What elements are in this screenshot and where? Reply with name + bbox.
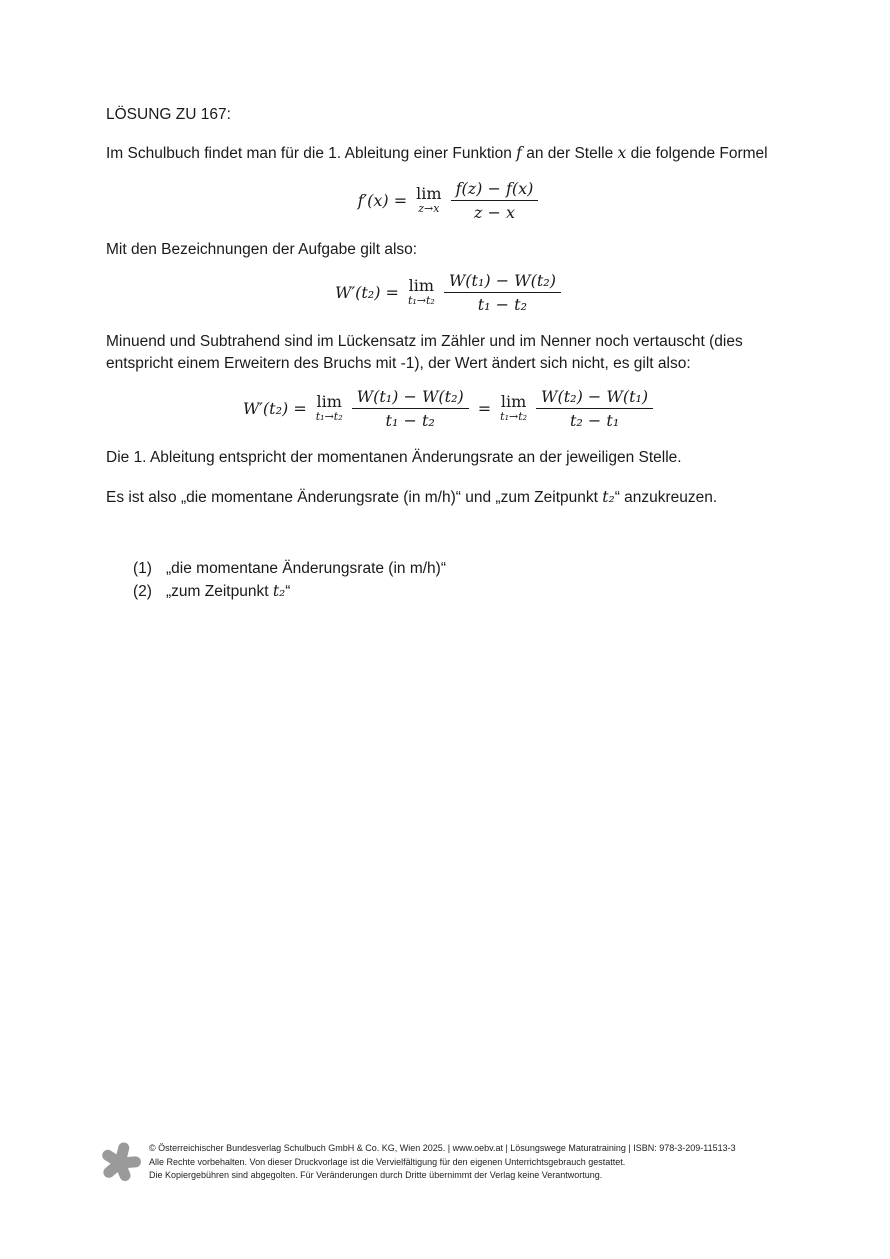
answer-list	[106, 557, 790, 603]
paragraph-minuend-subtrahend: Minuend und Subtrahend sind im Lückensatz im Zähler und im Nenner noch vertauscht (dies entspricht einem Erweitern des Bruchs mit -1), der Wert ändert sich nicht, es gilt also:	[106, 333, 743, 372]
footer-line-liability: Die Kopiergebühren sind abgegolten. Für Veränderungen durch Dritte übernimmt der Verlag keine Verantwortung.	[149, 1170, 603, 1180]
fraction-numerator: f(z) − f(x)	[451, 179, 539, 201]
oebv-asterisk-logo-icon	[100, 1139, 142, 1183]
limit-operator	[316, 394, 343, 422]
footer-line-copyright: © Österreichischer Bundesverlag Schulbuch GmbH & Co. KG, Wien 2025. | www.oebv.at | Lösungswege Maturatraining | ISBN: 978-3-209-11513-3	[149, 1143, 736, 1153]
answer-text-post: “ anzukreuzen.	[614, 489, 718, 506]
formula-derivative-definition	[106, 179, 790, 222]
fraction	[451, 179, 539, 222]
list-item	[133, 580, 790, 603]
paragraph-answer	[106, 486, 790, 509]
intro-text-post: die folgende Formel	[626, 145, 768, 162]
fraction	[444, 271, 561, 314]
list-item	[133, 557, 790, 580]
paragraph-bezeichnungen: Mit den Bezeichnungen der Aufgabe gilt also:	[106, 241, 418, 258]
fraction	[352, 387, 469, 430]
fraction-numerator: W(t₁) − W(t₂)	[444, 271, 561, 293]
math-var-f: f	[516, 144, 522, 162]
list-item-marker: (1)	[133, 560, 152, 577]
list-item-text-pre: „die momentane Änderungsrate (in m/h)“	[166, 560, 446, 577]
list-item-math: t₂	[272, 582, 286, 600]
limit-operator	[416, 186, 441, 214]
fraction	[536, 387, 653, 430]
answer-text-pre: Es ist also „die momentane Änderungsrate (in m/h)“ und „zum Zeitpunkt	[106, 489, 603, 506]
lim-subscript: z→x	[418, 202, 440, 216]
limit-operator	[500, 394, 527, 422]
page-content	[0, 0, 890, 603]
fraction-numerator: W(t₂) − W(t₁)	[536, 387, 653, 409]
list-item-marker: (2)	[133, 583, 152, 600]
fraction-denominator: t₁ − t₂	[477, 295, 528, 314]
lim-subscript: t₁→t₂	[315, 410, 343, 424]
math-var-x: x	[617, 144, 627, 162]
footer-line-rights: Alle Rechte vorbehalten. Von dieser Druckvorlage ist die Vervielfältigung für den eigenen Unterrichtsgebrauch gestattet.	[149, 1156, 626, 1167]
formula3-lhs: W′(t₂) =	[242, 399, 307, 418]
lim-word: lim	[316, 392, 342, 412]
paragraph-conclusion: Die 1. Ableitung entspricht der momentanen Änderungsrate an der jeweiligen Stelle.	[106, 449, 682, 466]
lim-word: lim	[416, 184, 442, 204]
list-item-text	[166, 580, 290, 603]
intro-text-pre: Im Schulbuch findet man für die 1. Ableitung einer Funktion	[106, 145, 517, 162]
fraction-denominator: z − x	[473, 203, 515, 222]
fraction-denominator: t₁ − t₂	[385, 411, 435, 430]
intro-text-mid: an der Stelle	[521, 145, 618, 162]
list-item-text	[166, 557, 446, 580]
lim-word: lim	[408, 276, 435, 296]
formula-w-derivative-equivalence	[106, 387, 790, 430]
fraction-denominator: t₂ − t₁	[569, 411, 620, 430]
lim-word: lim	[500, 392, 527, 412]
formula-w-derivative	[106, 271, 790, 314]
list-item-text-pre: „zum Zeitpunkt	[166, 583, 273, 600]
formula2-lhs: W′(t₂) =	[335, 283, 399, 302]
fraction-numerator: W(t₁) − W(t₂)	[352, 387, 469, 409]
lim-subscript: t₁→t₂	[500, 410, 528, 424]
lim-subscript: t₁→t₂	[407, 294, 435, 308]
intro-paragraph	[106, 142, 790, 165]
publisher-footer	[100, 1138, 736, 1183]
equals-sign: =	[477, 399, 492, 418]
math-var-t2: t₂	[602, 488, 615, 506]
limit-operator	[408, 278, 435, 306]
formula1-lhs: f′(x) =	[357, 191, 408, 210]
footer-text	[149, 1138, 736, 1183]
list-item-text-post: “	[285, 583, 291, 600]
solution-heading: LÖSUNG ZU 167:	[106, 106, 231, 123]
